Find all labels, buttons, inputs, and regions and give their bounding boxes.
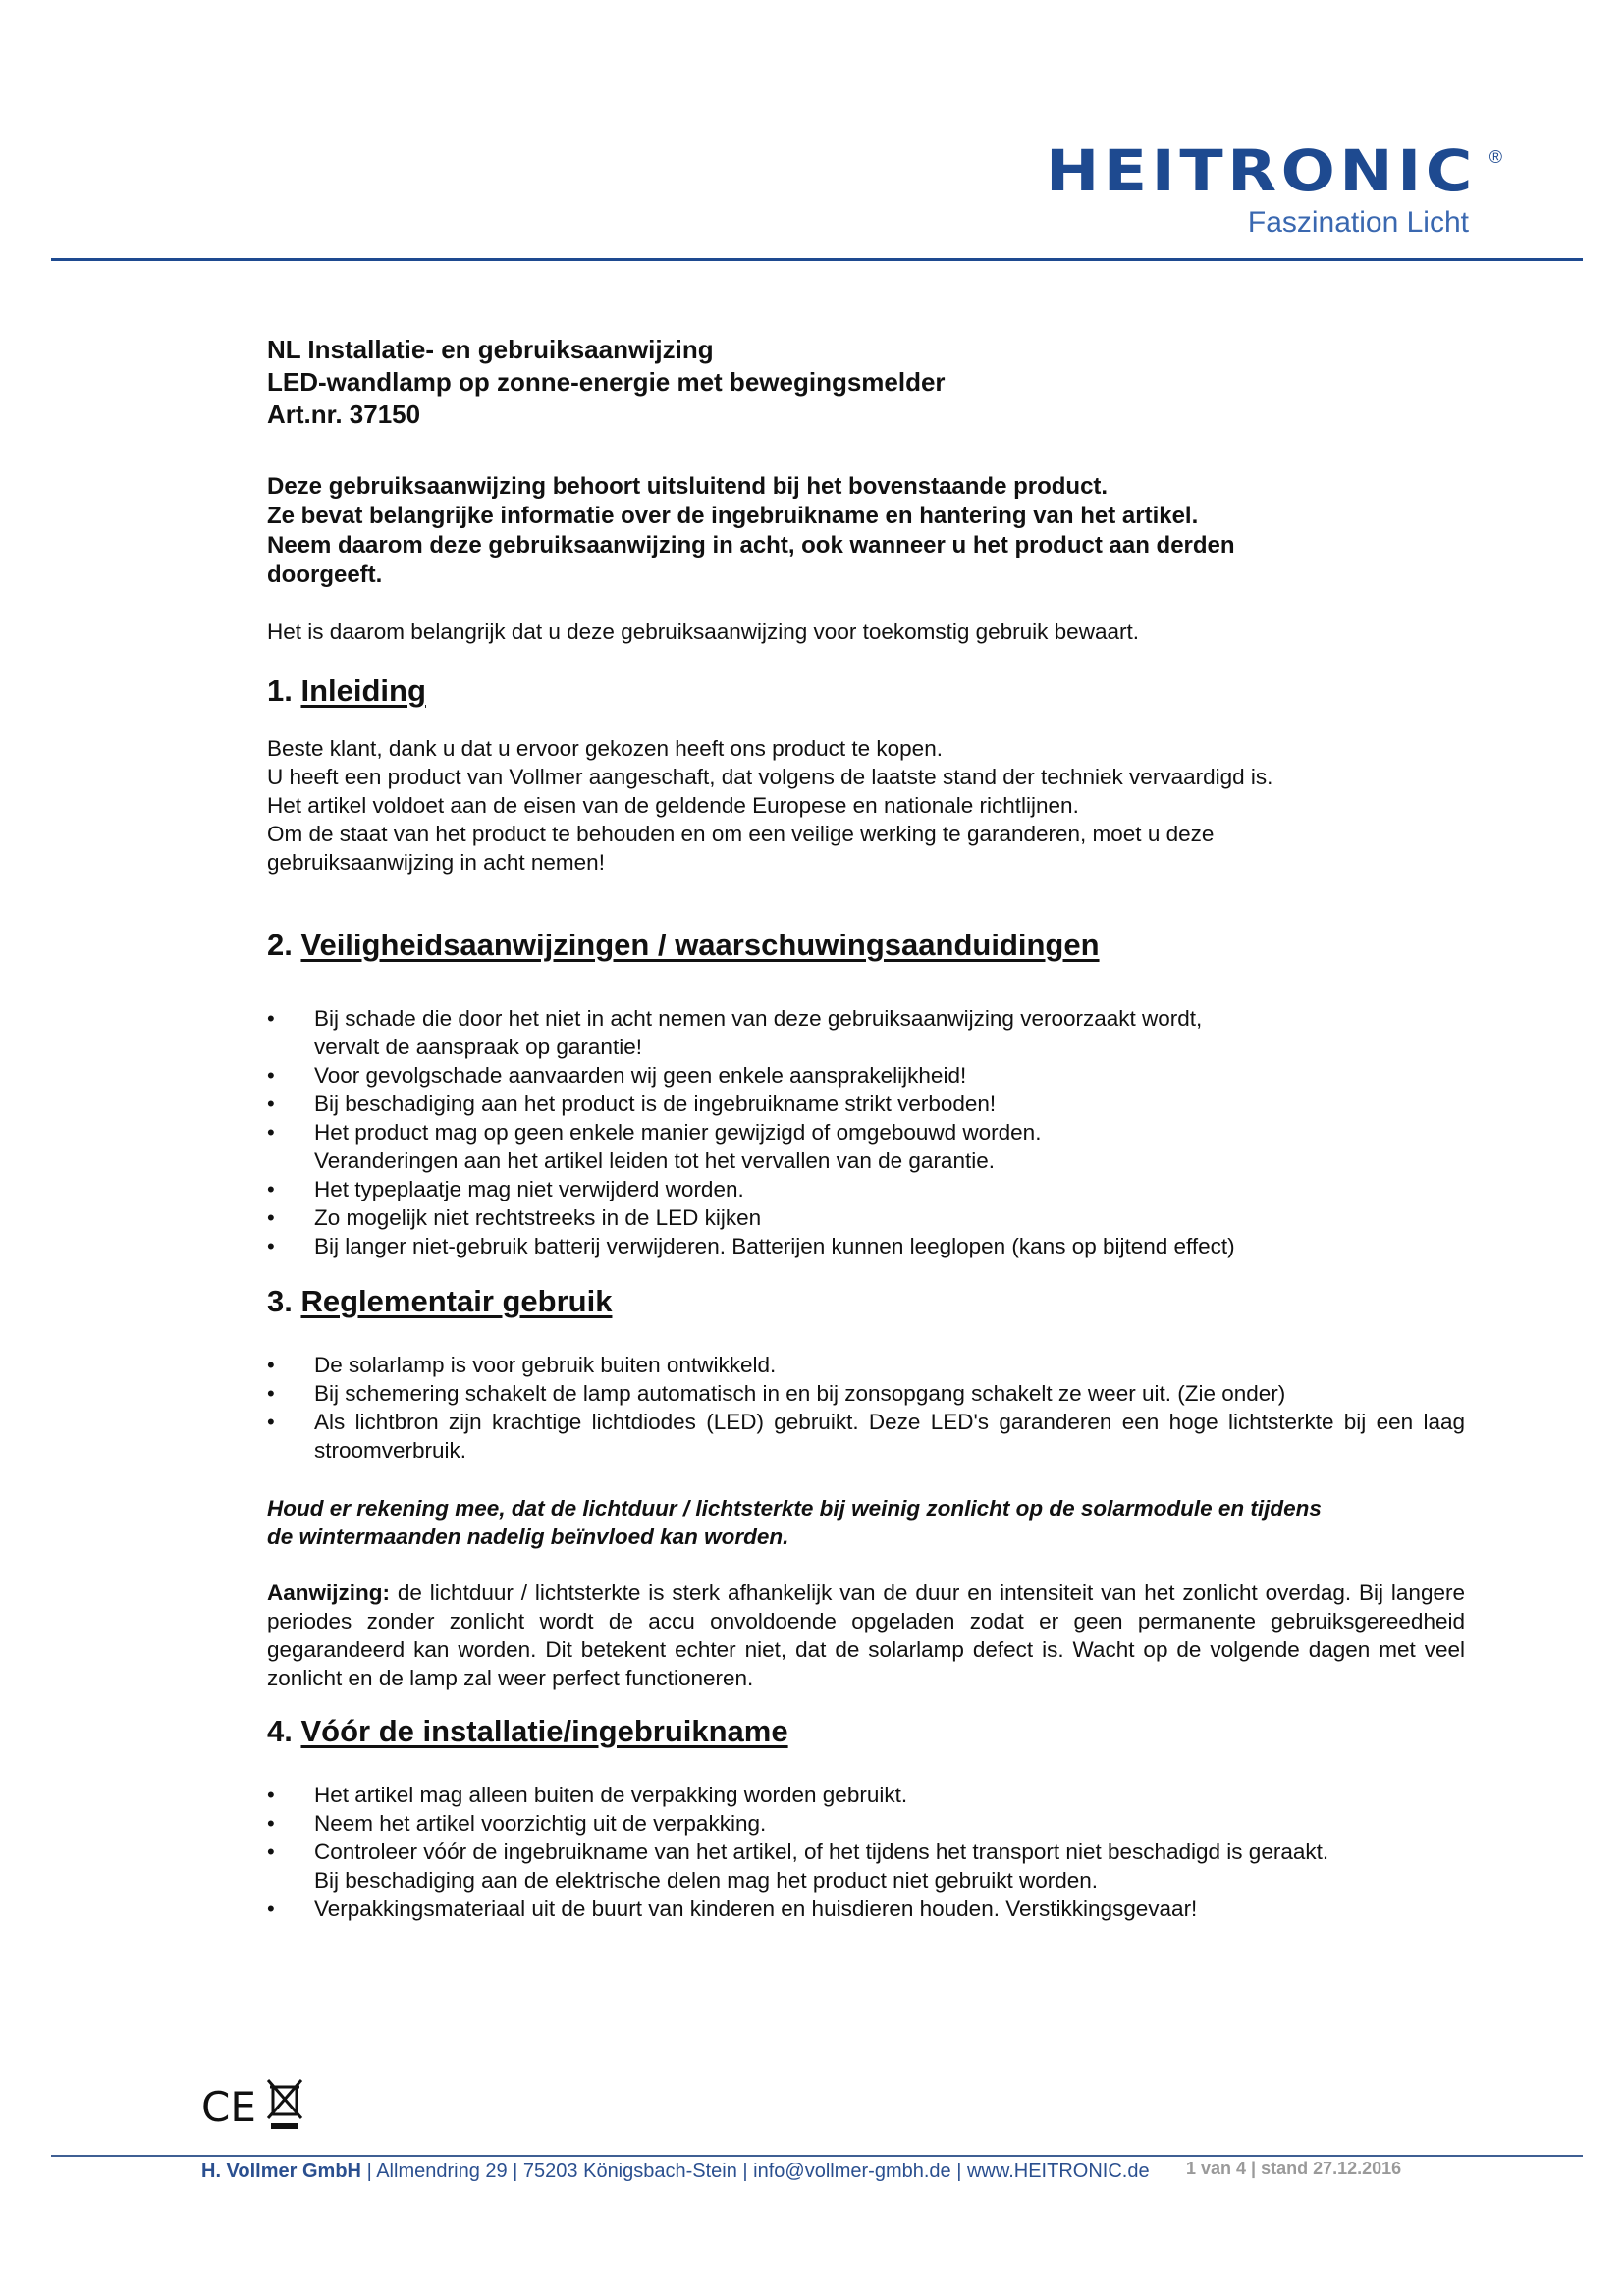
weee-bin-icon: [265, 2077, 304, 2132]
list-item: • Het typeplaatje mag niet verwijderd worden.: [267, 1175, 1465, 1203]
intro-line: Neem daarom deze gebruiksaanwijzing in acht, ook wanneer u het product aan derden: [267, 532, 1235, 559]
section-number: 3.: [267, 1284, 293, 1318]
section-number: 4.: [267, 1714, 293, 1748]
hint-paragraph: [267, 1578, 1465, 1692]
section-title: Reglementair gebruik: [300, 1284, 613, 1318]
list-item: • Bij schemering schakelt de lamp automatisch in en bij zonsopgang schakelt ze weer uit. (Zie onder): [267, 1379, 1465, 1408]
list-item: • De solarlamp is voor gebruik buiten ontwikkeld.: [267, 1351, 1465, 1379]
section-title: Inleiding: [300, 673, 426, 708]
brand-tagline: Faszination Licht: [1247, 206, 1469, 239]
brand-name: HEITRONIC: [1045, 137, 1477, 204]
list-item: • Voor gevolgschade aanvaarden wij geen enkele aansprakelijkheid!: [267, 1061, 1465, 1090]
doc-title-line-3: Art.nr. 37150: [267, 400, 421, 429]
text-line: Het artikel voldoet aan de eisen van de geldende Europese en nationale richtlijnen.: [267, 793, 1079, 818]
list-item: • Het product mag op geen enkele manier gewijzigd of omgebouwd worden. Veranderingen aan het artikel leiden tot het vervallen van de garantie.: [267, 1118, 1465, 1175]
pre-install-list: [267, 1781, 1465, 1923]
intro-line: Ze bevat belangrijke informatie over de ingebruikname en hantering van het artikel.: [267, 503, 1199, 529]
usage-list: [267, 1351, 1465, 1465]
footer-contact: [201, 2161, 1150, 2183]
footer-address: | Allmendring 29 | 75203 Königsbach-Stein | info@vollmer-gmbh.de | www.HEITRONIC.de: [366, 2161, 1150, 2182]
section-2-heading: [267, 926, 1465, 965]
hint-label: Aanwijzing:: [267, 1580, 390, 1605]
section-title: Veiligheidsaanwijzingen / waarschuwingsaanduidingen: [300, 928, 1100, 962]
winter-warning: Houd er rekening mee, dat de lichtduur / lichtsterkte bij weinig zonlicht op de solarmodule en tijdens de wintermaanden nadelig beïnvloed kan worden.: [267, 1496, 1322, 1549]
intro-line: doorgeeft.: [267, 561, 383, 588]
list-item: • Controleer vóór de ingebruikname van het artikel, of het tijdens het transport niet beschadigd is geraakt. Bij beschadiging aan de elektrische delen mag het product niet gebruikt worden.: [267, 1838, 1465, 1895]
brand-logo: [1045, 137, 1502, 240]
text-line: U heeft een product van Vollmer aangeschaft, dat volgens de laatste stand der techniek vervaardigd is.: [267, 765, 1273, 789]
header-divider: [51, 258, 1583, 261]
doc-title-line-2: LED-wandlamp op zonne-energie met bewegingsmelder: [267, 367, 946, 397]
intro-line: Deze gebruiksaanwijzing behoort uitsluitend bij het bovenstaande product.: [267, 473, 1109, 500]
intro-notice: [267, 472, 1465, 590]
section-title: Vóór de installatie/ingebruikname: [300, 1714, 788, 1748]
section-number: 1.: [267, 673, 293, 708]
text-line: Om de staat van het product te behouden en om een veilige werking te garanderen, moet u deze: [267, 822, 1215, 846]
section-1-heading: [267, 671, 1465, 711]
text-line: Beste klant, dank u dat u ervoor gekozen heeft ons product te kopen.: [267, 736, 943, 761]
section-4-heading: [267, 1712, 1465, 1751]
list-item: • Verpakkingsmateriaal uit de buurt van kinderen en huisdieren houden. Verstikkingsgevaar!: [267, 1895, 1465, 1923]
list-item: • Als lichtbron zijn krachtige lichtdiodes (LED) gebruikt. Deze LED's garanderen een hoge lichtsterkte bij een laag stroomverbruik.: [267, 1408, 1465, 1465]
safety-list: [267, 1004, 1465, 1260]
registered-mark: ®: [1489, 147, 1502, 167]
list-item: • Zo mogelijk niet rechtstreeks in de LED kijken: [267, 1203, 1465, 1232]
list-item: • Bij beschadiging aan het product is de ingebruikname strikt verboden!: [267, 1090, 1465, 1118]
footer-divider: [51, 2155, 1583, 2157]
footer-company: H. Vollmer GmbH: [201, 2161, 361, 2182]
hint-text: de lichtduur / lichtsterkte is sterk afhankelijk van de duur en intensiteit van het zonlicht overdag. Bij langere periodes zonder zonlicht wordt de accu onvoldoende opgeladen zodat er geen permanente gebruiksgereedheid gegarandeerd kan worden. Dit betekent echter niet, dat de solarlamp defect is. Wacht op de volgende dagen met veel zonlicht en de lamp zal weer perfect functioneren.: [267, 1580, 1465, 1690]
ce-mark: CE: [201, 2083, 256, 2131]
list-item: • Bij langer niet-gebruik batterij verwijderen. Batterijen kunnen leeglopen (kans op bijtend effect): [267, 1232, 1465, 1260]
list-item: • Het artikel mag alleen buiten de verpakking worden gebruikt.: [267, 1781, 1465, 1809]
section-number: 2.: [267, 928, 293, 962]
text-line: gebruiksaanwijzing in acht nemen!: [267, 850, 605, 875]
list-item: • Neem het artikel voorzichtig uit de verpakking.: [267, 1809, 1465, 1838]
page-info: 1 van 4 | stand 27.12.2016: [1186, 2159, 1402, 2178]
document-body: [267, 334, 1465, 1923]
list-item: • Bij schade die door het niet in acht nemen van deze gebruiksaanwijzing veroorzaakt wordt, vervalt de aanspraak op garantie!: [267, 1004, 1465, 1061]
section-3-heading: [267, 1282, 1465, 1321]
section-1-body: [267, 734, 1465, 877]
doc-title-line-1: NL Installatie- en gebruiksaanwijzing: [267, 335, 714, 364]
intro-note: Het is daarom belangrijk dat u deze gebruiksaanwijzing voor toekomstig gebruik bewaart.: [267, 619, 1139, 644]
